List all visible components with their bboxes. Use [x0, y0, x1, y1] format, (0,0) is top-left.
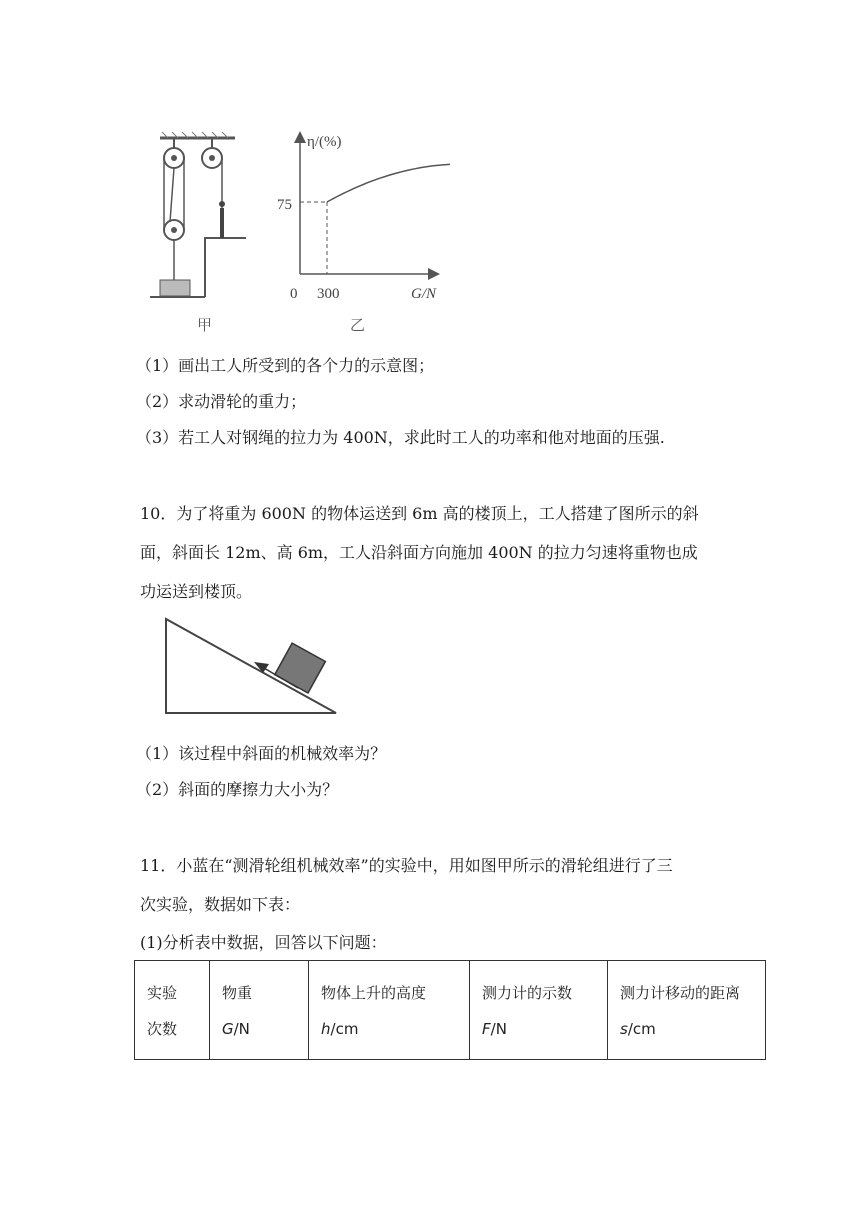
- table-header-cell: [135, 961, 210, 1060]
- q9-item-1: （1）画出工人所受到的各个力的示意图；: [136, 356, 435, 375]
- table-header-cell: [470, 961, 608, 1060]
- header-text: 物体上升的高度: [321, 984, 427, 1002]
- pulley-system-figure: [150, 130, 250, 305]
- q10-line-1: 10．为了将重为 600N 的物体运送到 6m 高的楼顶上，工人搭建了图所示的斜: [140, 504, 699, 523]
- q10-item-2: （2）斜面的摩擦力大小为？: [136, 780, 339, 799]
- q10-line-2: 面，斜面长 12m、高 6m，工人沿斜面方向施加 400N 的拉力匀速将重物也成: [140, 543, 698, 562]
- q10-line-3: 功运送到楼顶。: [140, 582, 253, 601]
- table-header-cell: [309, 961, 470, 1060]
- incline-figure: [160, 615, 360, 720]
- q11-line-2: 次实验，数据如下表：: [140, 895, 301, 914]
- x-tick-label: 300: [317, 286, 340, 302]
- table-header-row: [135, 961, 766, 1060]
- header-text: 测力计移动的距离: [620, 984, 741, 1002]
- header-unit: F/N: [482, 1020, 507, 1038]
- header-unit: h/cm: [321, 1020, 359, 1038]
- table-header-cell: [210, 961, 309, 1060]
- q9-item-3: （3）若工人对钢绳的拉力为 400N，求此时工人的功率和他对地面的压强.: [136, 428, 665, 447]
- y-tick-label: 75: [277, 197, 292, 213]
- header-text: 次数: [147, 1020, 178, 1038]
- q11-line-3: (1)分析表中数据，回答以下问题：: [140, 933, 387, 952]
- origin-label: 0: [290, 286, 298, 302]
- figure-jia-label: 甲: [197, 316, 213, 334]
- figure-yi-label: 乙: [350, 316, 366, 334]
- experiment-table: [134, 960, 766, 1060]
- efficiency-curve: [327, 164, 450, 202]
- efficiency-chart: [275, 128, 450, 308]
- q11-line-1: 11．小蓝在“测滑轮组机械效率”的实验中，用如图甲所示的滑轮组进行了三: [140, 856, 673, 875]
- header-text: 物重: [222, 984, 253, 1002]
- header-text: 测力计的示数: [482, 984, 573, 1002]
- q9-item-2: （2）求动滑轮的重力；: [136, 392, 307, 411]
- header-unit: s/cm: [620, 1020, 656, 1038]
- y-axis-label: η/(%): [307, 134, 342, 150]
- header-text: 实验: [147, 984, 178, 1002]
- x-axis-label: G/N: [411, 286, 437, 302]
- header-unit: G/N: [222, 1020, 250, 1038]
- q10-item-1: （1）该过程中斜面的机械效率为？: [136, 744, 387, 763]
- table-header-cell: [608, 961, 766, 1060]
